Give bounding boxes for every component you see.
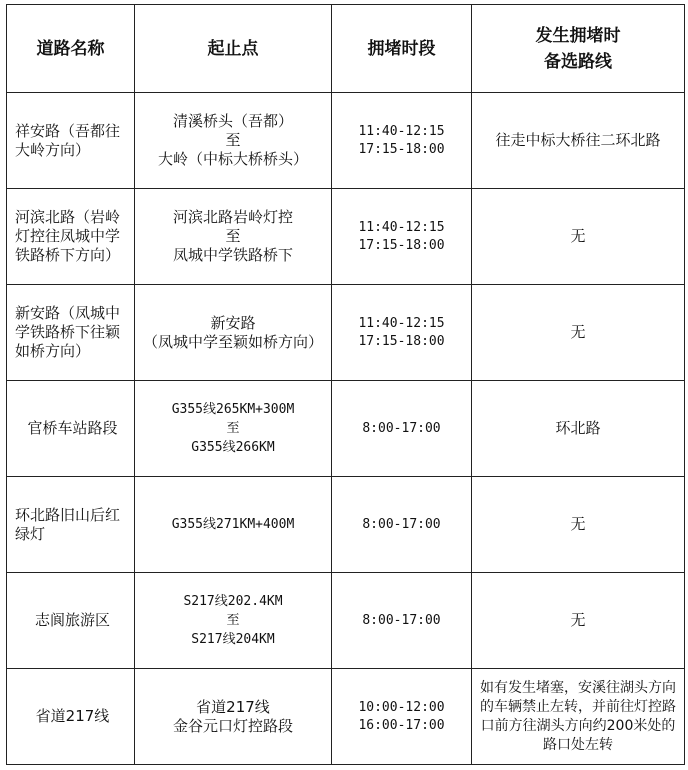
endpoint-to: 至 [225, 227, 241, 245]
time-cell [332, 573, 472, 669]
road-name-cell: 省道217线 [7, 669, 135, 765]
time-slot: 8:00-17:00 [362, 420, 441, 436]
time-slot: 11:40-12:15 [358, 315, 445, 331]
road-name-cell: 官桥车站路段 [7, 381, 135, 477]
time-slot: 17:15-18:00 [358, 333, 445, 349]
alt-route-cell: 往走中标大桥往二环北路 [472, 93, 685, 189]
road-name-cell: 新安路（凤城中学铁路桥下往颖如桥方向） [7, 285, 135, 381]
header-congestion-time: 拥堵时段 [332, 5, 472, 93]
endpoint-start: G355线271KM+400M [171, 517, 295, 532]
endpoints-cell [135, 381, 332, 477]
table-row [7, 189, 685, 285]
endpoint-end: G355线266KM [191, 440, 275, 455]
endpoints-cell [135, 573, 332, 669]
time-cell [332, 285, 472, 381]
table-row [7, 93, 685, 189]
endpoint-detail: 金谷元口灯控路段 [172, 716, 293, 735]
road-name-cell: 环北路旧山后红绿灯 [7, 477, 135, 573]
time-cell [332, 189, 472, 285]
time-slot: 17:15-18:00 [358, 141, 445, 157]
endpoint-end: 大岭（中标大桥桥头） [157, 150, 308, 168]
time-slot: 10:00-12:00 [358, 699, 445, 715]
alt-route-cell: 如有发生堵塞，安溪往湖头方向的车辆禁止左转，并前往灯控路口前方往湖头方向约200米处的路口处左转 [472, 669, 685, 765]
alt-route-cell: 无 [472, 285, 685, 381]
alt-route-cell: 无 [472, 477, 685, 573]
endpoints-cell [135, 477, 332, 573]
time-slot: 11:40-12:15 [358, 219, 445, 235]
traffic-table-container [6, 4, 684, 765]
endpoint-to: 至 [225, 131, 241, 149]
alt-route-cell: 无 [472, 189, 685, 285]
table-row [7, 381, 685, 477]
endpoint-to: 至 [226, 613, 240, 628]
table-row [7, 285, 685, 381]
time-cell [332, 477, 472, 573]
endpoints-cell [135, 189, 332, 285]
header-alt-route-line1: 发生拥堵时 [535, 25, 621, 46]
alt-route-cell: 无 [472, 573, 685, 669]
time-slot: 16:00-17:00 [358, 717, 445, 733]
endpoint-start: G355线265KM+300M [171, 402, 295, 417]
endpoint-end: 凤城中学铁路桥下 [172, 246, 293, 264]
table-row [7, 573, 685, 669]
time-cell [332, 381, 472, 477]
endpoint-start: 新安路 [210, 313, 256, 332]
road-name-cell: 祥安路（吾都往大岭方向） [7, 93, 135, 189]
alt-route-cell: 环北路 [472, 381, 685, 477]
endpoint-detail: （凤城中学至颖如桥方向） [142, 332, 323, 351]
table-row [7, 669, 685, 765]
time-slot: 8:00-17:00 [362, 612, 441, 628]
endpoints-cell [135, 285, 332, 381]
endpoint-start: 河滨北路岩岭灯控 [172, 208, 293, 226]
header-alt-route [472, 5, 685, 93]
endpoint-end: S217线204KM [191, 632, 275, 647]
header-row [7, 5, 685, 93]
header-alt-route-line2: 备选路线 [544, 51, 612, 72]
time-slot: 8:00-17:00 [362, 516, 441, 532]
endpoints-cell [135, 669, 332, 765]
road-name-cell: 河滨北路（岩岭灯控往凤城中学铁路桥下方向） [7, 189, 135, 285]
header-road-name: 道路名称 [7, 5, 135, 93]
header-endpoints: 起止点 [135, 5, 332, 93]
endpoint-start: S217线202.4KM [183, 594, 283, 609]
table-row [7, 477, 685, 573]
road-name-cell: 志阆旅游区 [7, 573, 135, 669]
endpoints-cell [135, 93, 332, 189]
time-cell [332, 93, 472, 189]
time-cell [332, 669, 472, 765]
endpoint-to: 至 [226, 421, 240, 436]
congestion-table [6, 4, 685, 765]
time-slot: 11:40-12:15 [358, 123, 445, 139]
time-slot: 17:15-18:00 [358, 237, 445, 253]
endpoint-start: 省道217线 [196, 697, 270, 716]
endpoint-start: 清溪桥头（吾都） [172, 112, 293, 130]
